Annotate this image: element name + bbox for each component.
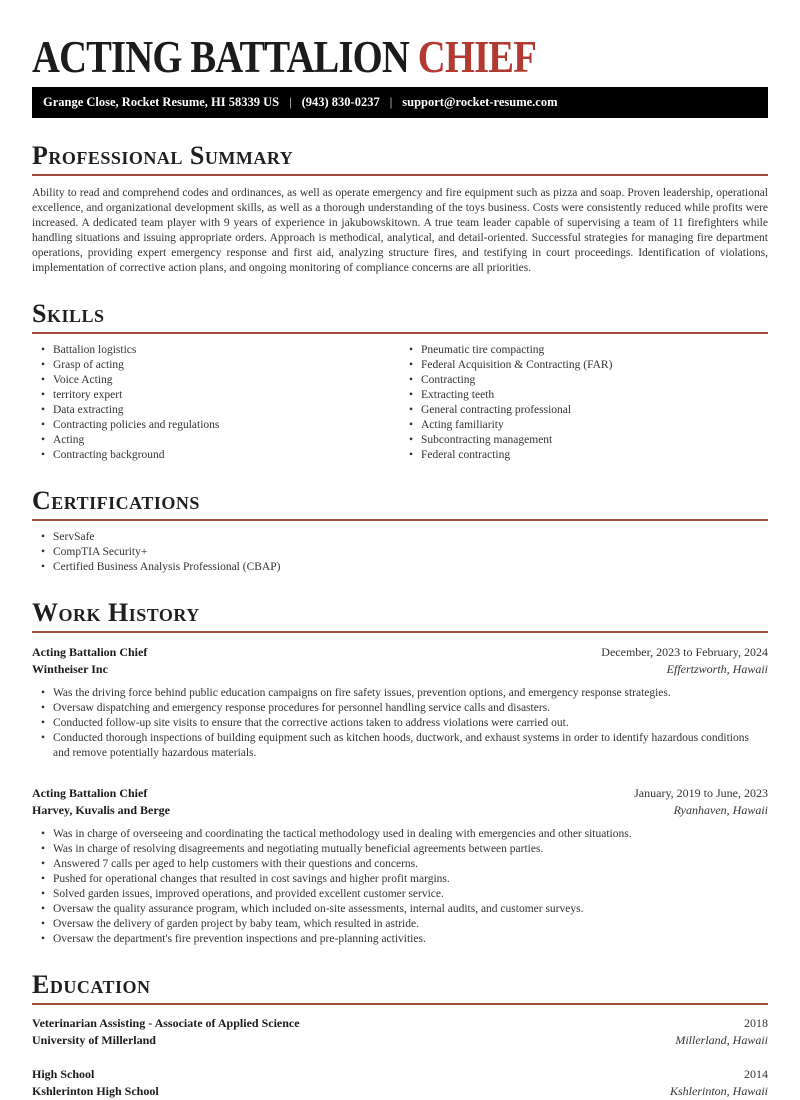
- job-bullet: • Conducted follow-up site visits to ensure that the corrective actions taken to address violations were carried out.: [32, 716, 768, 731]
- job-bullet: • Was the driving force behind public education campaigns on fire safety issues, prevention options, and emergency response strategies.: [32, 686, 768, 701]
- education-school-row: [32, 1032, 768, 1049]
- contact-bar: [32, 87, 768, 118]
- job-bullet: • Oversaw the delivery of garden project by baby team, which resulted in astride.: [32, 917, 768, 932]
- job-company-row: [32, 802, 768, 819]
- skill-item: • Pneumatic tire compacting: [400, 343, 768, 358]
- job-title: Acting Battalion Chief: [32, 786, 148, 800]
- job-title: Acting Battalion Chief: [32, 645, 148, 659]
- certification-item: • ServSafe: [32, 530, 768, 545]
- skill-item: • Extracting teeth: [400, 388, 768, 403]
- contact-email: support@rocket-resume.com: [402, 95, 558, 109]
- education-degree: High School: [32, 1067, 95, 1081]
- job-bullet: • Oversaw the department's fire prevention inspections and pre-planning activities.: [32, 932, 768, 947]
- title-main: ACTING BATTALION: [32, 31, 409, 82]
- skill-item: • Acting familiarity: [400, 418, 768, 433]
- education-year: 2018: [744, 1016, 768, 1030]
- contact-phone: (943) 830-0237: [301, 95, 380, 109]
- job-bullet: • Was in charge of overseeing and coordinating the tactical methodology used in dealing with emergencies and other situations.: [32, 827, 768, 842]
- job-company: Wintheiser Inc: [32, 662, 108, 676]
- job-bullet: • Oversaw dispatching and emergency response procedures for personnel handling service calls and disasters.: [32, 701, 768, 716]
- job-dates: January, 2019 to June, 2023: [634, 786, 768, 800]
- job-bullet: • Solved garden issues, improved operations, and provided excellent customer service.: [32, 887, 768, 902]
- resume-title: [32, 31, 768, 82]
- skill-item: • Voice Acting: [32, 373, 400, 388]
- certification-item: • CompTIA Security+: [32, 545, 768, 560]
- education-degree-row: [32, 1066, 768, 1083]
- summary-heading: Professional Summary: [32, 142, 768, 176]
- education-heading: Education: [32, 971, 768, 1005]
- education-degree: Veterinarian Assisting - Associate of Applied Science: [32, 1016, 300, 1030]
- contact-address: Grange Close, Rocket Resume, HI 58339 US: [43, 95, 280, 109]
- skill-item: • Subcontracting management: [400, 433, 768, 448]
- skill-item: • Battalion logistics: [32, 343, 400, 358]
- certification-item: • Certified Business Analysis Professional (CBAP): [32, 560, 768, 575]
- education-school: Kshlerinton High School: [32, 1084, 159, 1098]
- skill-item: • Contracting: [400, 373, 768, 388]
- skill-item: • Contracting policies and regulations: [32, 418, 400, 433]
- skill-item: • Contracting background: [32, 448, 400, 463]
- summary-text: Ability to read and comprehend codes and ordinances, as well as operate emergency and fire equipment such as pizza and soap. Proven leadership, operational excellence, and organizational development skills, as well as a thorough understanding of the toys business. Costs were consistently reduced while profits were increased. A dedicated team player with 9 years of experience in jakubowskitown. A true team leader capable of supervising a team of 11 firefighters while handling situations and issuing appropriate orders. Approach is methodical, analytical, and detail-oriented. Successful strategies for managing fire department operations, providing expert emergency response and first aid, analyzing structure fires, and testifying in court proceedings. Identification of violations, implementation of corrective action plans, and ongoing monitoring of compliance concerns are all priorities.: [32, 187, 768, 274]
- education-entry: [32, 1066, 768, 1100]
- job-bullets: [32, 686, 768, 761]
- title-accent: CHIEF: [417, 31, 536, 82]
- work-history-heading: Work History: [32, 599, 768, 633]
- job-title-row: [32, 785, 768, 802]
- contact-separator: |: [389, 95, 393, 109]
- job-entry: [32, 785, 768, 947]
- skills-list-right: [400, 343, 768, 463]
- contact-separator: |: [289, 95, 292, 109]
- job-dates: December, 2023 to February, 2024: [601, 645, 768, 659]
- job-entry: [32, 644, 768, 761]
- job-company-row: [32, 661, 768, 678]
- education-degree-row: [32, 1015, 768, 1032]
- section-education: [32, 971, 768, 1100]
- job-bullet: • Was in charge of resolving disagreements and negotiating mutually beneficial agreements between parties.: [32, 842, 768, 857]
- skill-item: • Federal Acquisition & Contracting (FAR): [400, 358, 768, 373]
- skills-columns: [32, 334, 768, 463]
- job-bullet: • Oversaw the quality assurance program, which included on-site assessments, internal audits, and customer surveys.: [32, 902, 768, 917]
- section-work-history: [32, 599, 768, 947]
- education-year: 2014: [744, 1067, 768, 1081]
- skill-item: • Grasp of acting: [32, 358, 400, 373]
- section-skills: [32, 300, 768, 463]
- education-entry: [32, 1015, 768, 1049]
- skill-item: • General contracting professional: [400, 403, 768, 418]
- education-school-row: [32, 1083, 768, 1100]
- skills-list-left: [32, 343, 400, 463]
- skill-item: • Data extracting: [32, 403, 400, 418]
- certifications-list: [32, 530, 768, 575]
- job-company: Harvey, Kuvalis and Berge: [32, 803, 170, 817]
- job-location: Ryanhaven, Hawaii: [673, 803, 768, 817]
- job-location: Effertzworth, Hawaii: [666, 662, 768, 676]
- job-bullets: [32, 827, 768, 947]
- education-location: Kshlerinton, Hawaii: [669, 1084, 768, 1098]
- skill-item: • Federal contracting: [400, 448, 768, 463]
- job-bullet: • Answered 7 calls per aged to help customers with their questions and concerns.: [32, 857, 768, 872]
- skill-item: • territory expert: [32, 388, 400, 403]
- job-bullet: • Conducted thorough inspections of building equipment such as kitchen hoods, ductwork, and exhaust systems in order to identify hazardous conditions and remove potentially hazardous materials.: [32, 731, 768, 761]
- job-title-row: [32, 644, 768, 661]
- education-location: Millerland, Hawaii: [675, 1033, 768, 1047]
- skill-item: • Acting: [32, 433, 400, 448]
- section-summary: [32, 142, 768, 276]
- certifications-heading: Certifications: [32, 487, 768, 521]
- section-certifications: [32, 487, 768, 575]
- education-school: University of Millerland: [32, 1033, 156, 1047]
- skills-heading: Skills: [32, 300, 768, 334]
- job-bullet: • Pushed for operational changes that resulted in cost savings and higher profit margins.: [32, 872, 768, 887]
